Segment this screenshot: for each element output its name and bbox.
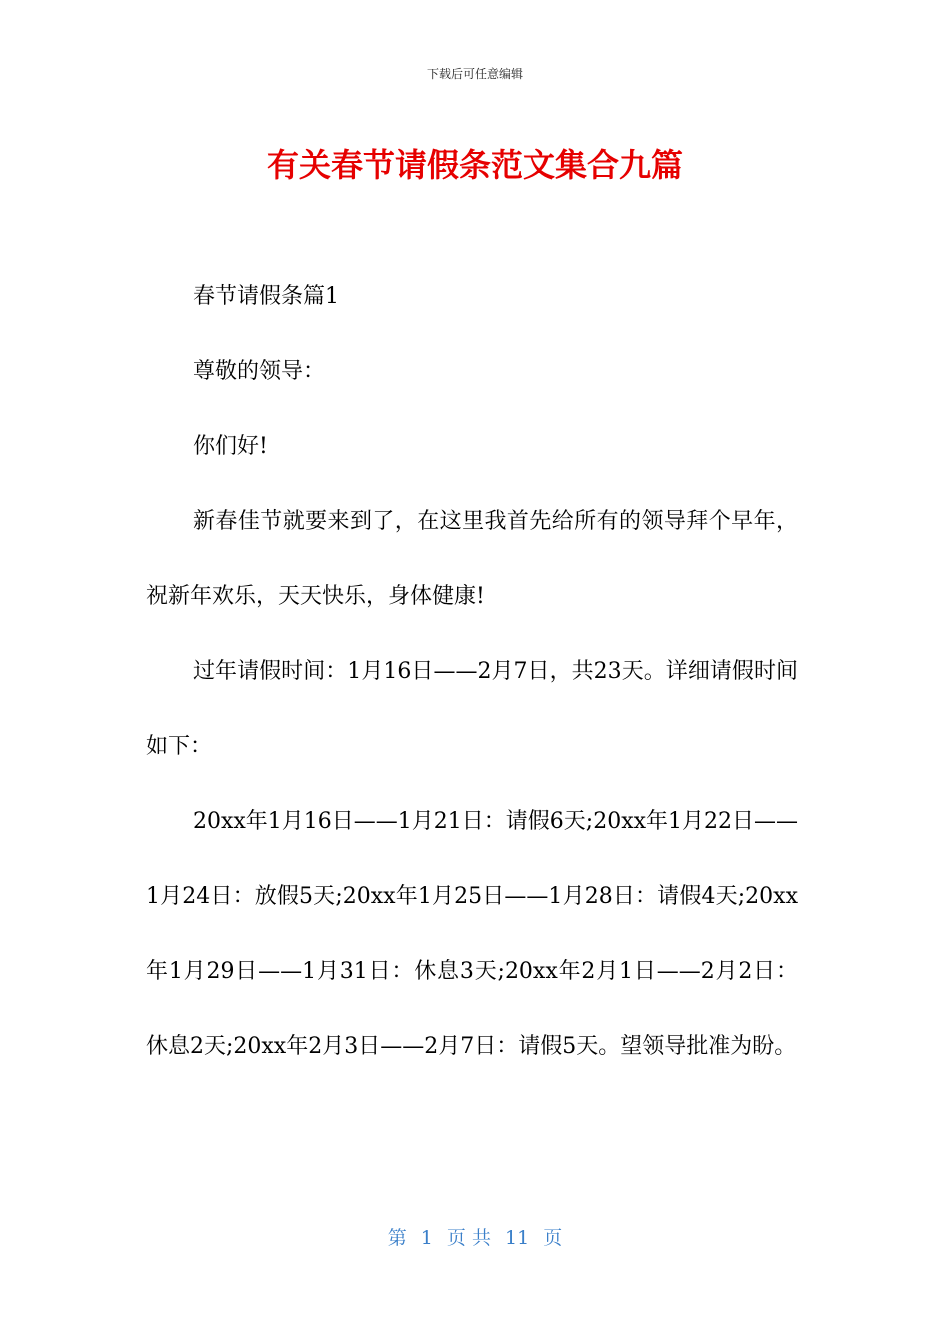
body-paragraph: 20xx年1月16日——1月21日：请假6天;20xx年1月22日——1月24日：放假5天;20xx年1月25日——1月28日：请假4天;20xx年1月29日——1月31日：休息3天;20xx年2月1日——2月2日：休息2天;20xx年2月3日——2月7日：请假5天。望领导批准为盼。: [146, 809, 799, 1059]
page-total: 11: [505, 1227, 530, 1249]
document-title: 有关春节请假条范文集合九篇: [266, 146, 683, 184]
document-body: [146, 259, 798, 1084]
page-suffix: 页: [543, 1227, 563, 1249]
page-footer: [0, 1224, 950, 1252]
page-prefix: 第: [387, 1227, 407, 1249]
body-paragraph: 过年请假时间：1月16日——2月7日，共23天。详细请假时间如下：: [146, 659, 798, 759]
salutation: 尊敬的领导：: [193, 359, 326, 384]
header-note: 下载后可任意编辑: [426, 67, 523, 81]
section-heading: 春节请假条篇1: [193, 284, 339, 309]
page-middle: 页 共: [446, 1227, 491, 1249]
page-number: 1: [420, 1227, 433, 1249]
greeting: 你们好!: [193, 434, 268, 459]
body-paragraph: 新春佳节就要来到了，在这里我首先给所有的领导拜个早年，祝新年欢乐，天天快乐，身体健康!: [146, 509, 798, 609]
